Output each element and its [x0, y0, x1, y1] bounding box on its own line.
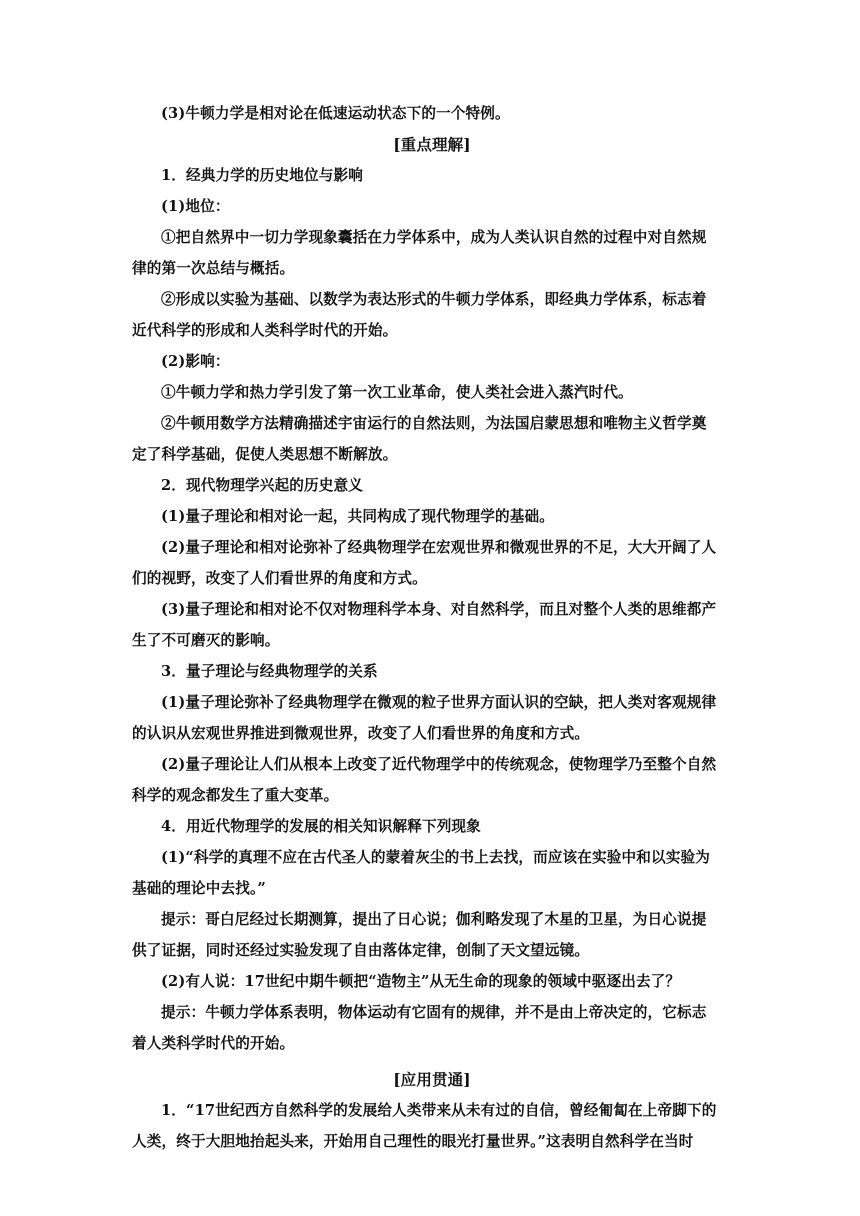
subheading: 2．现代物理学兴起的历史意义	[161, 477, 363, 494]
text-line: (2)有人说：17世纪中期牛顿把“造物主”从无生命的现象的领域中驱逐出去了？	[161, 973, 681, 990]
hint-line: 提示：牛顿力学体系表明，物体运动有它固有的规律，并不是由上帝决定的，它标志	[161, 1004, 707, 1021]
text-line: 的认识从宏观世界推进到微观世界，改变了人们看世界的角度和方式。	[132, 725, 590, 742]
subheading: 1．经典力学的历史地位与影响	[161, 167, 363, 184]
text-line: 们的视野，改变了人们看世界的角度和方式。	[132, 570, 427, 587]
text-line: (2)量子理论让人们从根本上改变了近代物理学中的传统观念，使物理学乃至整个自然	[161, 756, 717, 773]
text-line: (1)量子理论弥补了经典物理学在微观的粒子世界方面认识的空缺，把人类对客观规律	[161, 694, 717, 711]
text-line: 定了科学基础，促使人类思想不断解放。	[132, 446, 398, 463]
text-line: 近代科学的形成和人类科学时代的开始。	[132, 322, 398, 339]
text-line: (1)地位：	[161, 198, 230, 215]
text-line: 律的第一次总结与概括。	[132, 260, 295, 277]
hint-line: 着人类科学时代的开始。	[132, 1035, 295, 1052]
text-line: 人类，终于大胆地抬起头来，开始用自己理性的眼光打量世界。”这表明自然科学在当时	[132, 1133, 694, 1150]
subheading: 4．用近代物理学的发展的相关知识解释下列现象	[161, 818, 481, 835]
text-line: (3)量子理论和相对论不仅对物理科学本身、对自然科学，而且对整个人类的思维都产	[161, 601, 717, 618]
text-line: (1)“科学的真理不应在古代圣人的蒙着灰尘的书上去找，而应该在实验中和以实验为	[161, 849, 710, 866]
text-line: ②牛顿用数学方法精确描述宇宙运行的自然法则，为法国启蒙思想和唯物主义哲学奠	[161, 415, 707, 432]
text-line: 基础的理论中去找。”	[132, 880, 266, 897]
section-heading-application: [应用贯通]	[393, 1070, 471, 1089]
hint-line: 提示：哥白尼经过长期测算，提出了日心说；伽利略发现了木星的卫星，为日心说提	[161, 911, 707, 928]
subheading: 3．量子理论与经典物理学的关系	[161, 663, 378, 680]
text-line: (2)影响：	[161, 353, 230, 370]
text-line: ①把自然界中一切力学现象囊括在力学体系中，成为人类认识自然的过程中对自然规	[161, 229, 707, 246]
section-heading-key-understanding: [重点理解]	[393, 135, 471, 154]
text-line: (2)量子理论和相对论弥补了经典物理学在宏观世界和微观世界的不足，大大开阔了人	[161, 539, 717, 556]
text-line: (3)牛顿力学是相对论在低速运动状态下的一个特例。	[161, 105, 510, 122]
text-line: (1)量子理论和相对论一起，共同构成了现代物理学的基础。	[161, 508, 555, 525]
hint-line: 供了证据，同时还经过实验发现了自由落体定律，创制了天文望远镜。	[132, 942, 590, 959]
text-line: 1．“17世纪西方自然科学的发展给人类带来从未有过的自信，曾经匍匐在上帝脚下的	[161, 1102, 717, 1119]
text-line: 科学的观念都发生了重大变革。	[132, 787, 339, 804]
text-line: ②形成以实验为基础、以数学为表达形式的牛顿力学体系，即经典力学体系，标志着	[161, 291, 707, 308]
text-line: ①牛顿力学和热力学引发了第一次工业革命，使人类社会进入蒸汽时代。	[161, 384, 633, 401]
document-body	[132, 98, 732, 1157]
text-line: 生了不可磨灭的影响。	[132, 632, 280, 649]
